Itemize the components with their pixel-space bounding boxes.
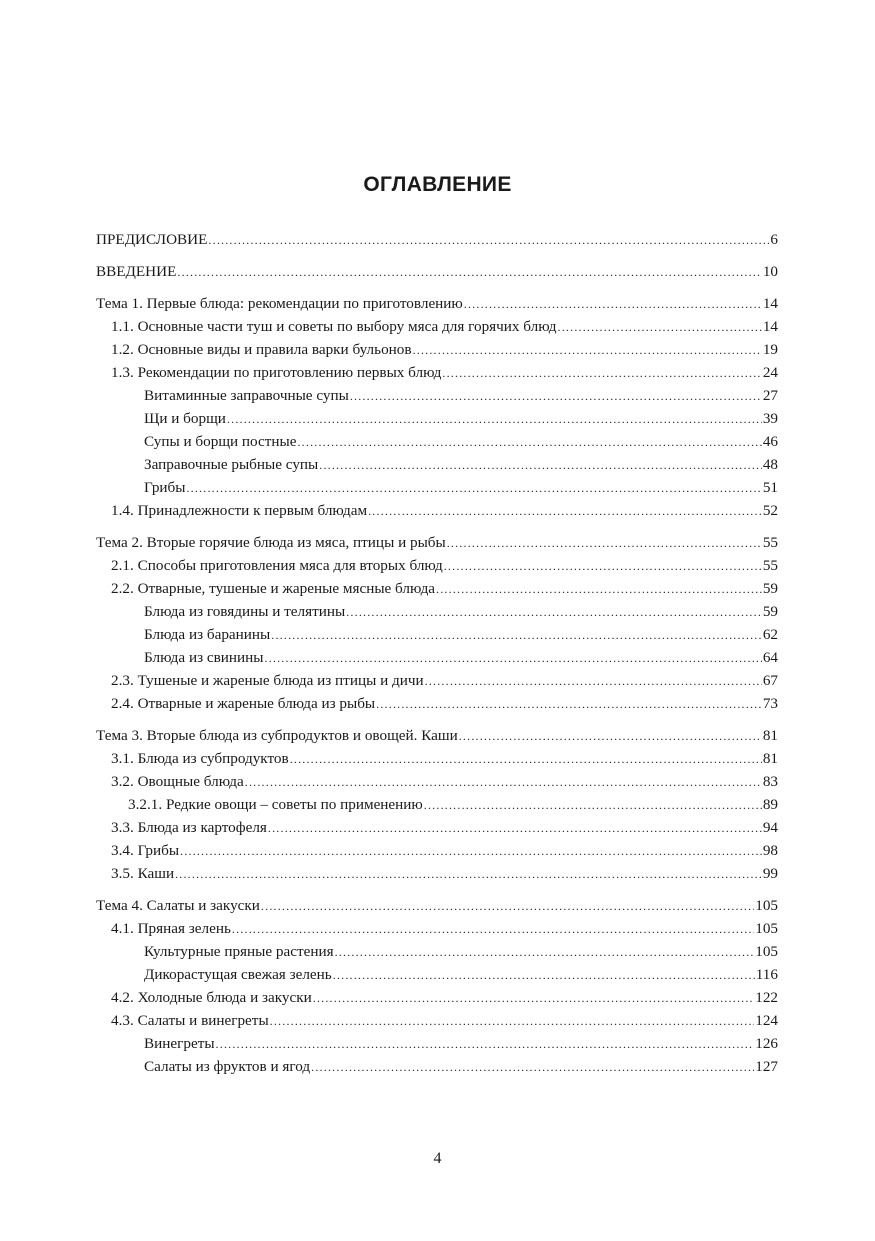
dot-leader	[319, 454, 762, 477]
dot-leader	[333, 964, 755, 987]
dot-leader	[424, 794, 762, 817]
toc-section	[96, 531, 778, 715]
toc-entry[interactable]	[96, 816, 778, 839]
toc-entry-page: 27	[762, 387, 778, 404]
toc-entry[interactable]	[96, 839, 778, 862]
toc-entry-title: Заправочные рыбные супы	[144, 456, 319, 473]
toc-entry-page: 89	[762, 796, 778, 813]
toc-entry-title: 4.3. Салаты и винегреты	[111, 1012, 269, 1029]
toc-entry-page: 116	[755, 966, 778, 983]
toc-entry-page: 127	[755, 1058, 778, 1075]
toc-entry-page: 99	[762, 865, 778, 882]
toc-entry-page: 46	[762, 433, 778, 450]
toc-entry[interactable]	[96, 862, 778, 885]
toc-entry-title: Блюда из баранины	[144, 626, 271, 643]
toc-entry[interactable]	[96, 361, 778, 384]
toc-entry-title: ПРЕДИСЛОВИЕ	[96, 231, 208, 248]
toc-entry[interactable]	[96, 453, 778, 476]
toc-entry-page: 81	[762, 750, 778, 767]
dot-leader	[180, 840, 762, 863]
dot-leader	[335, 941, 755, 964]
toc-entry-title: 3.2.1. Редкие овощи – советы по применению	[128, 796, 423, 813]
toc-entry-title: Тема 3. Вторые блюда из субпродуктов и овощей. Каши	[96, 727, 458, 744]
dot-leader	[444, 555, 762, 578]
toc-entry-title: 4.1. Пряная зелень	[111, 920, 231, 937]
toc-entry[interactable]	[96, 623, 778, 646]
toc-entry-page: 64	[762, 649, 778, 666]
toc-entry[interactable]	[96, 338, 778, 361]
toc-entry[interactable]	[96, 963, 778, 986]
toc-entry-page: 81	[762, 727, 778, 744]
dot-leader	[216, 1033, 755, 1056]
toc-entry[interactable]	[96, 793, 778, 816]
dot-leader	[177, 261, 761, 284]
toc-section	[96, 228, 778, 251]
dot-leader	[313, 987, 754, 1010]
toc-entry-title: ВВЕДЕНИЕ	[96, 263, 177, 280]
toc-entry[interactable]	[96, 228, 778, 251]
toc-entry-page: 55	[762, 534, 778, 551]
dot-leader	[459, 725, 762, 748]
toc-entry-title: 3.2. Овощные блюда	[111, 773, 244, 790]
dot-leader	[232, 918, 754, 941]
toc-entry-page: 122	[755, 989, 778, 1006]
toc-entry-title: Грибы	[144, 479, 186, 496]
toc-entry[interactable]	[96, 476, 778, 499]
toc-section	[96, 260, 778, 283]
toc-entry[interactable]	[96, 554, 778, 577]
toc-entry[interactable]	[96, 292, 778, 315]
dot-leader	[208, 229, 769, 252]
toc-entry-page: 51	[762, 479, 778, 496]
toc-entry[interactable]	[96, 747, 778, 770]
toc-entry[interactable]	[96, 1032, 778, 1055]
toc-entry[interactable]	[96, 692, 778, 715]
toc-entry-title: Салаты из фруктов и ягод	[144, 1058, 311, 1075]
toc-entry[interactable]	[96, 430, 778, 453]
toc-entry-page: 48	[762, 456, 778, 473]
toc-entry-page: 19	[762, 341, 778, 358]
toc-entry-title: 1.2. Основные виды и правила варки бульонов	[111, 341, 412, 358]
dot-leader	[376, 693, 762, 716]
dot-leader	[271, 624, 762, 647]
toc-entry-title: 3.3. Блюда из картофеля	[111, 819, 267, 836]
toc-entry-page: 14	[762, 318, 778, 335]
toc-entry-page: 62	[762, 626, 778, 643]
toc-entry[interactable]	[96, 1009, 778, 1032]
dot-leader	[464, 293, 762, 316]
toc-entry-page: 24	[762, 364, 778, 381]
toc-entry-page: 83	[762, 773, 778, 790]
dot-leader	[270, 1010, 755, 1033]
toc-entry-title: 1.3. Рекомендации по приготовлению первых блюд	[111, 364, 442, 381]
toc-entry[interactable]	[96, 600, 778, 623]
toc-entry[interactable]	[96, 940, 778, 963]
toc-entry-title: Культурные пряные растения	[144, 943, 334, 960]
toc-entry-title: 3.4. Грибы	[111, 842, 180, 859]
toc-entry-title: 3.5. Каши	[111, 865, 175, 882]
toc-entry-page: 59	[762, 603, 778, 620]
toc-entry[interactable]	[96, 260, 778, 283]
toc-entry-page: 10	[762, 263, 778, 280]
toc-entry[interactable]	[96, 646, 778, 669]
toc-entry-page: 59	[762, 580, 778, 597]
toc-entry-page: 98	[762, 842, 778, 859]
toc-section	[96, 894, 778, 1078]
toc-section	[96, 292, 778, 522]
dot-leader	[311, 1056, 754, 1079]
dot-leader	[268, 817, 762, 840]
toc-entry-title: 2.2. Отварные, тушеные и жареные мясные блюда	[111, 580, 436, 597]
toc-section	[96, 724, 778, 885]
toc-entry-page: 6	[770, 231, 778, 248]
toc-entry-page: 73	[762, 695, 778, 712]
toc-entry[interactable]	[96, 531, 778, 554]
dot-leader	[350, 385, 762, 408]
toc-entry[interactable]	[96, 669, 778, 692]
toc-entry-title: Супы и борщи постные	[144, 433, 297, 450]
toc-entry-page: 14	[762, 295, 778, 312]
toc-entry-title: Тема 1. Первые блюда: рекомендации по приготовлению	[96, 295, 463, 312]
toc-entry[interactable]	[96, 315, 778, 338]
toc-entry-title: 1.1. Основные части туш и советы по выбору мяса для горячих блюд	[111, 318, 557, 335]
dot-leader	[413, 339, 762, 362]
dot-leader	[297, 431, 761, 454]
toc-entry[interactable]	[96, 770, 778, 793]
dot-leader	[175, 863, 762, 886]
dot-leader	[265, 647, 762, 670]
toc-entry[interactable]	[96, 894, 778, 917]
toc-entry-title: Витаминные заправочные супы	[144, 387, 349, 404]
dot-leader	[245, 771, 762, 794]
toc-entry-page: 55	[762, 557, 778, 574]
dot-leader	[558, 316, 762, 339]
dot-leader	[442, 362, 761, 385]
toc-entry-page: 126	[755, 1035, 778, 1052]
toc-entry-title: 2.3. Тушеные и жареные блюда из птицы и дичи	[111, 672, 424, 689]
dot-leader	[436, 578, 762, 601]
toc-entry-title: Тема 4. Салаты и закуски	[96, 897, 260, 914]
dot-leader	[447, 532, 762, 555]
toc-entry-title: Дикорастущая свежая зелень	[144, 966, 332, 983]
toc-entry-page: 52	[762, 502, 778, 519]
toc-entry-title: 2.4. Отварные и жареные блюда из рыбы	[111, 695, 376, 712]
toc-entry-title: 2.1. Способы приготовления мяса для вторых блюд	[111, 557, 443, 574]
toc-entry-title: Тема 2. Вторые горячие блюда из мяса, птицы и рыбы	[96, 534, 446, 551]
dot-leader	[261, 895, 754, 918]
toc-entry-title: 3.1. Блюда из субпродуктов	[111, 750, 289, 767]
dot-leader	[368, 500, 762, 523]
toc-entry-page: 94	[762, 819, 778, 836]
toc-entry-title: Щи и борщи	[144, 410, 226, 427]
toc-entry[interactable]	[96, 724, 778, 747]
toc-entry[interactable]	[96, 407, 778, 430]
toc-entry-page: 124	[755, 1012, 778, 1029]
toc-entry-page: 105	[755, 920, 778, 937]
toc-entry[interactable]	[96, 986, 778, 1009]
page-title: ОГЛАВЛЕНИЕ	[363, 173, 512, 196]
toc-entry-page: 67	[762, 672, 778, 689]
toc-entry-title: 1.4. Принадлежности к первым блюдам	[111, 502, 368, 519]
toc-entry[interactable]	[96, 1055, 778, 1078]
toc-entry-title: Блюда из свинины	[144, 649, 264, 666]
dot-leader	[290, 748, 762, 771]
toc-entry[interactable]	[96, 384, 778, 407]
dot-leader	[425, 670, 762, 693]
toc-entry-page: 105	[755, 897, 778, 914]
toc-entry[interactable]	[96, 577, 778, 600]
toc-entry-page: 105	[755, 943, 778, 960]
toc-entry[interactable]	[96, 499, 778, 522]
toc-entry[interactable]	[96, 917, 778, 940]
table-of-contents	[96, 228, 778, 1087]
dot-leader	[186, 477, 761, 500]
dot-leader	[346, 601, 762, 624]
dot-leader	[227, 408, 762, 431]
page-number: 4	[433, 1150, 442, 1167]
toc-entry-page: 39	[762, 410, 778, 427]
toc-entry-title: Блюда из говядины и телятины	[144, 603, 346, 620]
toc-entry-title: Винегреты	[144, 1035, 215, 1052]
toc-entry-title: 4.2. Холодные блюда и закуски	[111, 989, 312, 1006]
